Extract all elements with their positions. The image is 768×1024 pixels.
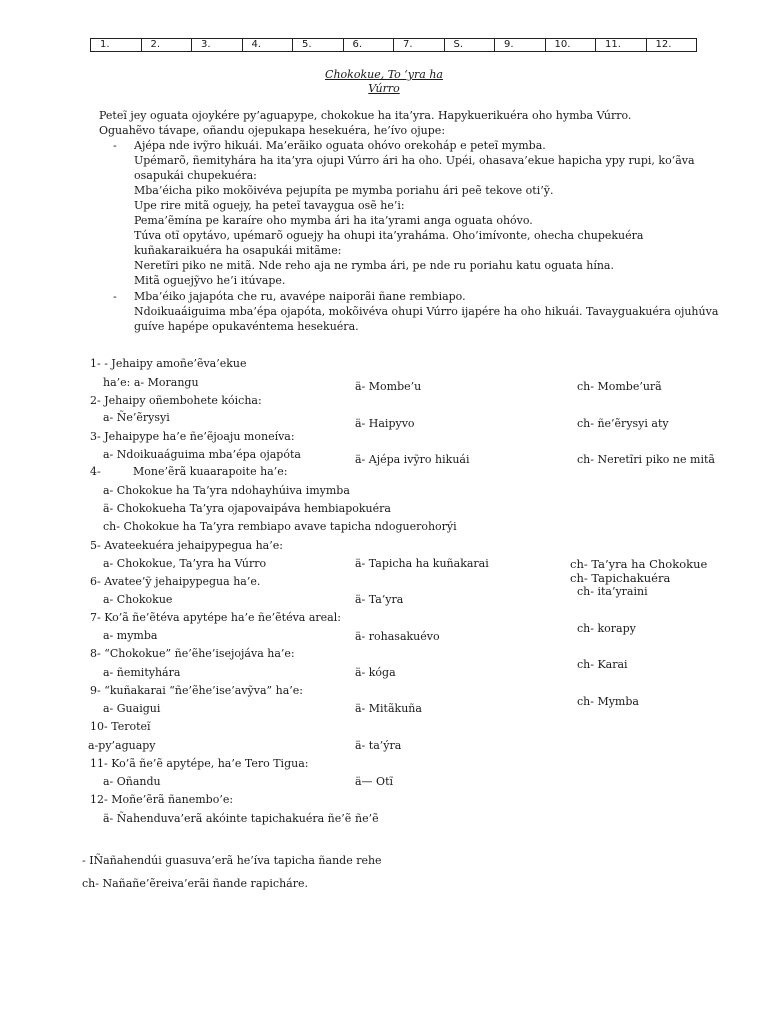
question-11: 11- Ko’ã ñe’ẽ apytépe, ha’e Tero Tigua: xyxy=(90,757,309,770)
story-line: Neretĩri piko ne mitã. Nde reho aja ne rymba ári, pe nde ru poriahu katu oguata hína. xyxy=(134,259,614,272)
option-a: a- mymba xyxy=(103,629,158,642)
option-ch: ch- Karai xyxy=(577,658,628,671)
document-title-line2: Vúrro xyxy=(368,82,400,95)
question-3: 3- Jehaipype ha’e ñe’ẽjoaju moneíva: xyxy=(90,430,295,443)
question-6: 6- Avatee’ỹ jehaipypegua ha’e. xyxy=(90,575,261,588)
question-4-number: 4- xyxy=(90,465,101,478)
story-line: Upémarõ, ñemityhára ha ita’yra ojupi Vúrro ári ha oho. Upéi, ohasava’ekue hapicha ypy rupi, ko’ãva xyxy=(134,154,695,167)
number-cell: 7. xyxy=(394,39,445,51)
question-5: 5- Avateekuéra jehaipypegua ha’e: xyxy=(90,539,283,552)
number-cell: 12. xyxy=(655,39,672,50)
option-b: ä- Mitãkuña xyxy=(355,702,422,715)
option-b: ä- Ta’yra xyxy=(355,593,404,606)
question-4: Mone’ẽrã kuaarapoite ha’e: xyxy=(133,465,288,478)
option-b-footer: - IÑañahendúi guasuva’erã he’íva tapicha ñande rehe xyxy=(82,854,382,867)
story-line: Upe rire mitã oguejy, ha peteĩ tavaygua osẽ he’i: xyxy=(134,199,405,212)
number-cell: 5. xyxy=(293,39,344,51)
option-a: a-py’aguapy xyxy=(88,739,156,752)
number-cell: 6. xyxy=(344,39,395,51)
option-b: ä- Tapicha ha kuñakarai xyxy=(355,557,489,570)
option-ch: ch- korapy xyxy=(577,622,636,635)
option-b: ä- Ajépa ivỹro hikuái xyxy=(355,453,470,466)
option-a: ä- Ñahenduva’erã akóinte tapichakuéra ñe’ẽ xyxy=(103,812,352,825)
option-ch: ch- ita’yraini xyxy=(577,585,648,598)
option-ch: ch- Mombe’urã xyxy=(577,380,662,393)
option-a: a- Ñe’ẽrysyi xyxy=(103,411,170,424)
question-1: 1- - Jehaipy amoñe’ẽva’ekue xyxy=(90,357,247,370)
question-2: 2- Jehaipy oñembohete kóicha: xyxy=(90,394,262,407)
number-cell: 9. xyxy=(495,39,546,51)
option-a: a- Chokokue, Ta’yra ha Vúrro xyxy=(103,557,267,570)
story-line: Ndoikuaáiguima mba’épa ojapóta, mokõivéva ohupi Vúrro ijapére ha oho hikuái. Tavayguakuéra ojuhúva xyxy=(134,305,719,318)
story-line: Pema’ẽmína pe karaíre oho mymba ári ha ita’yrami anga oguata ohóvo. xyxy=(134,214,533,227)
question-10: 10- Teroteĩ xyxy=(90,720,151,733)
number-cell: 10. xyxy=(546,39,597,51)
question-7: 7- Ko’ã ñe’ẽtéva apytépe ha’e ñe’ẽtéva areal: xyxy=(90,611,341,624)
option-ch: ch- Chokokue ha Ta’yra rembiapo avave tapicha ndoguerohorýi xyxy=(103,520,457,533)
number-cell: 1. xyxy=(91,39,142,51)
story-line: kuñakaraikuéra ha osapukái mitãme: xyxy=(134,244,342,257)
option-a: a- Ndoikuaáguima mba’épa ojapóta xyxy=(103,448,301,461)
option-a: a- Chokokue xyxy=(103,593,173,606)
option-ch: ch- Mymba xyxy=(577,695,639,708)
number-cell: S. xyxy=(445,39,496,51)
option-a: a- ñemityhára xyxy=(103,666,181,679)
option-a: a- Guaigui xyxy=(103,702,161,715)
story-line: osapukái chupekuéra: xyxy=(134,169,257,182)
number-row xyxy=(90,38,697,52)
intro-paragraph: Oguahẽvo távape, oñandu ojepukapa hesekuéra, he’ívo ojupe: xyxy=(99,124,446,137)
question-8: 8- “Chokokue” ñe’ẽhe’isejojáva ha’e: xyxy=(90,647,295,660)
option-b: ä- kóga xyxy=(355,666,396,679)
option-ch: ch- ñe’ẽrysyi aty xyxy=(577,417,669,430)
option-a: a- Oñandu xyxy=(103,775,161,788)
option-b: ä- Haipyvo xyxy=(355,417,415,430)
question-12: 12- Moñe’ẽrã ñanembo’e: xyxy=(90,793,234,806)
number-cell: 4. xyxy=(243,39,294,51)
option-a: ha’e: a- Morangu xyxy=(103,376,199,389)
story-line: guíve hapépe opukavéntema hesekuéra. xyxy=(134,320,359,333)
document-title: Chokokue, To ‘yra ha xyxy=(325,68,443,81)
number-cell: 11. xyxy=(596,39,647,51)
option-b: ä- rohasakuévo xyxy=(355,630,440,643)
option-b: ä- Chokokueha Ta’yra ojapovaipáva hembiapokuéra xyxy=(103,502,391,515)
number-cell: 2. xyxy=(142,39,193,51)
option-b: ä— Otĩ xyxy=(355,775,394,788)
option-ch-2: ch- Tapichakuéra xyxy=(570,571,671,585)
option-b: ä- Mombe’u xyxy=(355,380,422,393)
option-ch-footer: ch- Nañañe’ẽreiva’erãi ñande rapicháre. xyxy=(82,877,308,890)
story-line: Mba’éiko jajapóta che ru, avavépe naiporãi ñane rembiapo. xyxy=(134,290,466,303)
story-line: Mba’éicha piko mokõivéva pejupíta pe mymba poriahu ári peẽ tekove oti’ỹ. xyxy=(134,184,554,197)
option-b: ñe’ẽ xyxy=(355,812,379,825)
option-ch: ch- Ta’yra ha Chokokue xyxy=(570,557,708,571)
option-ch: ch- Neretĩri piko ne mitã xyxy=(577,453,715,466)
option-b: ä- ta’ýra xyxy=(355,739,402,752)
story-line: Túva otĩ opytávo, upémarõ oguejy ha ohupi ita’yraháma. Oho’imívonte, ohecha chupekuéra xyxy=(134,229,644,242)
number-cell: 3. xyxy=(192,39,243,51)
option-a: a- Chokokue ha Ta’yra ndohayhúiva imymba xyxy=(103,484,350,497)
story-line: Mitã oguejỹvo he’i itúvape. xyxy=(134,274,286,287)
bullet-dash: - xyxy=(113,139,117,152)
story-line: Ajépa nde ivỹro hikuái. Ma’erãiko oguata ohóvo orekoháp e peteĩ mymba. xyxy=(134,139,546,152)
bullet-dash: - xyxy=(113,290,117,303)
question-9: 9- “kuñakarai “ñe’ẽhe’ise’avỹva” ha’e: xyxy=(90,684,304,697)
intro-paragraph: Peteĩ jey oguata ojoykére py’aguapype, chokokue ha ita’yra. Hapykuerikuéra oho hymba Vúrro. xyxy=(99,109,632,122)
